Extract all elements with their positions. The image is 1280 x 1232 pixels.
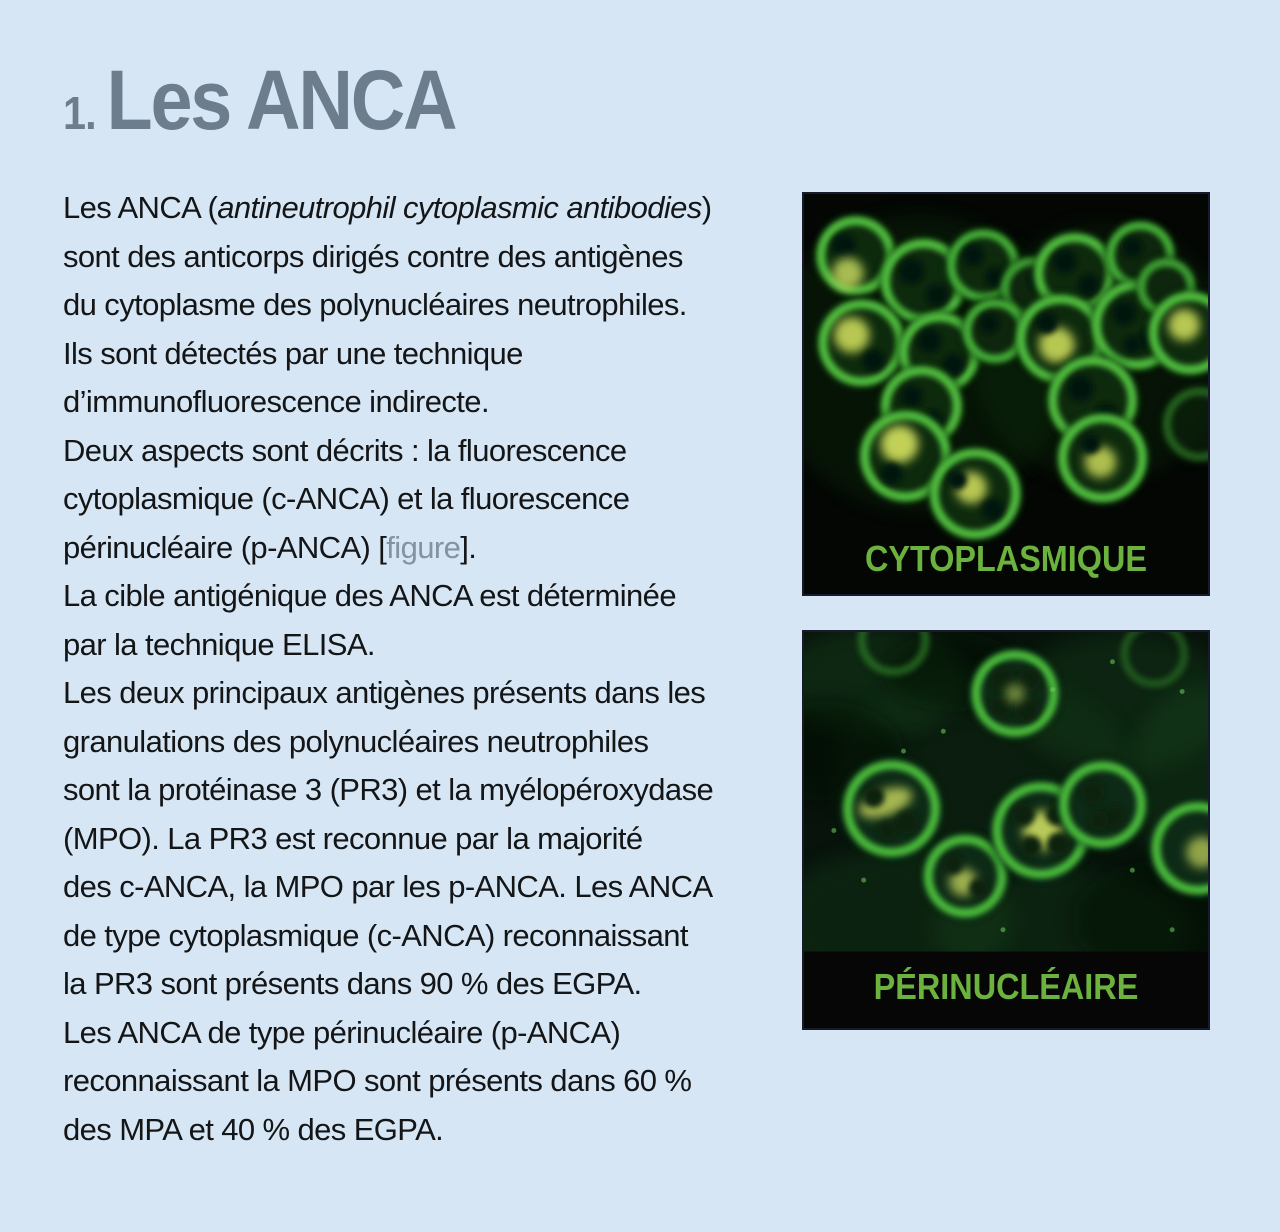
text-line xyxy=(63,1106,787,1155)
text-segment: des MPA et 40 % des EGPA. xyxy=(63,1111,444,1147)
text-line xyxy=(63,233,787,282)
text-line xyxy=(63,960,787,1009)
figure-link[interactable]: figure xyxy=(386,529,461,565)
text-segment: granulations des polynucléaires neutrophiles xyxy=(63,723,649,759)
italic-term: antineutrophil cytoplasmic antibodies xyxy=(217,190,702,225)
text-line xyxy=(63,718,787,767)
text-line xyxy=(63,330,787,379)
text-segment: Les deux principaux antigènes présents dans les xyxy=(63,675,706,710)
figure-label-perinucleaire: PÉRINUCLÉAIRE xyxy=(873,966,1139,1007)
text-segment: du cytoplasme des polynucléaires neutrophiles. xyxy=(63,287,687,322)
text-segment: de type cytoplasmique (c-ANCA) reconnaissant xyxy=(63,917,688,953)
text-line xyxy=(63,669,787,718)
text-line xyxy=(63,524,787,573)
text-line xyxy=(63,281,787,330)
text-segment: cytoplasmique (c-ANCA) et la fluorescence xyxy=(63,481,630,516)
text-segment: ) xyxy=(701,190,712,225)
figure-label-cytoplasmique: CYTOPLASMIQUE xyxy=(864,538,1148,579)
text-segment: Les ANCA ( xyxy=(63,190,218,225)
text-segment: La cible antigénique des ANCA est déterminée xyxy=(63,578,676,613)
text-segment: d’immunofluorescence indirecte. xyxy=(63,384,489,419)
text-line xyxy=(63,621,787,670)
text-line xyxy=(63,572,787,621)
text-segment: périnucléaire (p-ANCA) [ xyxy=(63,529,387,565)
text-line xyxy=(63,1009,787,1058)
text-line xyxy=(63,184,787,233)
text-segment: Les ANCA de type périnucléaire (p-ANCA) xyxy=(63,1014,621,1050)
cytoplasmic-micrograph xyxy=(804,194,1208,594)
figure-perinuclear xyxy=(802,630,1210,1030)
text-segment: reconnaissant la MPO sont présents dans 60 % xyxy=(63,1063,692,1098)
text-segment: Ils sont détectés par une technique xyxy=(63,335,523,371)
text-segment: sont la protéinase 3 (PR3) et la myélopéroxydase xyxy=(63,772,714,807)
text-segment: par la technique ELISA. xyxy=(63,626,375,662)
figure-cytoplasmic xyxy=(802,192,1210,596)
section-title: Les ANCA xyxy=(106,53,456,147)
text-line xyxy=(63,427,787,476)
text-line xyxy=(63,863,787,912)
text-segment: sont des anticorps dirigés contre des antigènes xyxy=(63,238,683,274)
text-line xyxy=(63,815,787,864)
text-line xyxy=(63,1057,787,1106)
section-number: 1. xyxy=(63,87,96,139)
text-line xyxy=(63,912,787,961)
text-line xyxy=(63,378,787,427)
text-segment: des c-ANCA, la MPO par les p-ANCA. Les ANCA xyxy=(63,869,713,904)
text-segment: (MPO). La PR3 est reconnue par la majorité xyxy=(63,820,643,856)
text-segment: la PR3 sont présents dans 90 % des EGPA. xyxy=(63,966,642,1001)
page-title xyxy=(63,52,455,149)
text-segment: Deux aspects sont décrits : la fluorescence xyxy=(63,432,627,468)
text-line xyxy=(63,766,787,815)
text-segment: ]. xyxy=(460,529,477,565)
body-text xyxy=(63,184,787,1154)
text-line xyxy=(63,475,787,524)
